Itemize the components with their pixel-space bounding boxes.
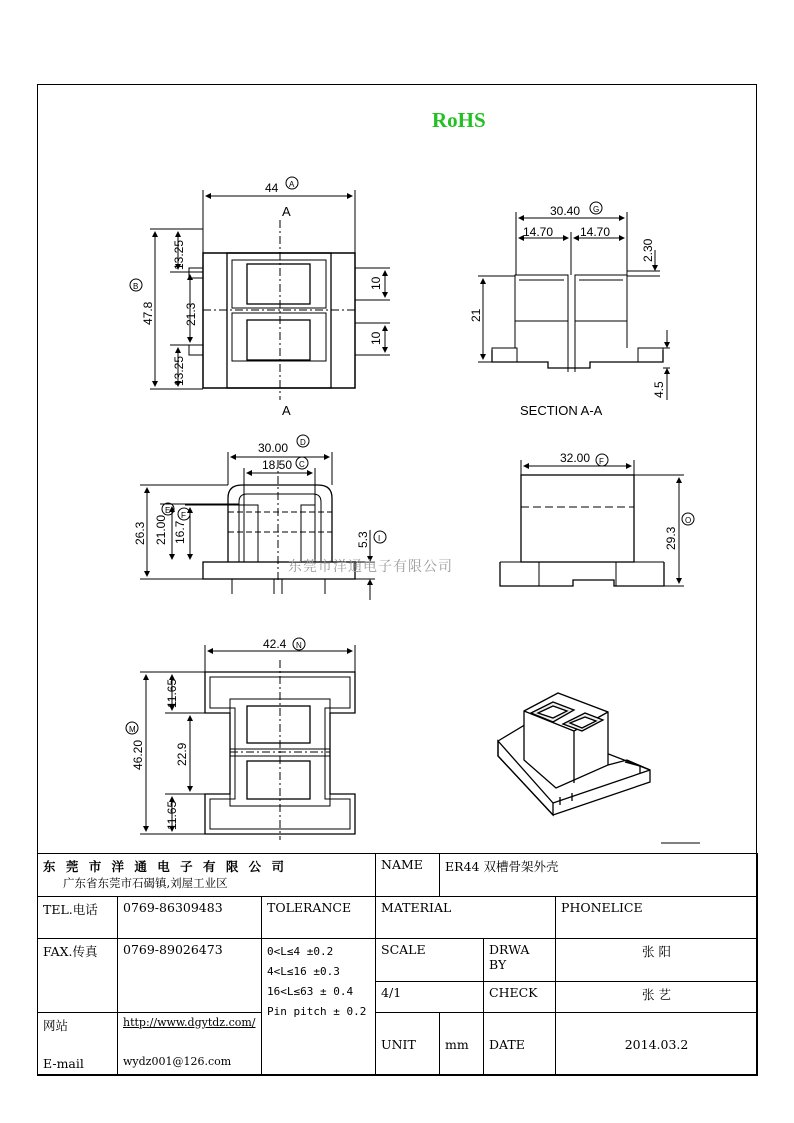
title-block (37, 853, 758, 1076)
side-dim-width: 32.00 (560, 451, 591, 465)
bottom-dim-height: 46.20 (131, 739, 145, 770)
isometric-view (498, 693, 700, 843)
section-dim-left: 14.70 (523, 225, 554, 239)
side-dim-width-tag: F (599, 457, 604, 466)
drawn-label: DRWA BY (484, 939, 556, 982)
front-dim-base-tag: I (378, 534, 381, 543)
fax-value: 0769-89026473 (118, 939, 262, 1013)
top-dim-mid: 21.3 (184, 302, 198, 326)
front-dim-width: 30.00 (258, 441, 289, 455)
check-label: CHECK (484, 982, 556, 1013)
company-address: 广东省东莞市石碣镇,刘屋工业区 (63, 876, 228, 890)
bottom-dim-mid: 22.9 (175, 742, 189, 766)
bottom-dim-bottom: 11.65 (165, 800, 179, 830)
email-label: E-mail (43, 1056, 84, 1071)
scale-label: SCALE (376, 939, 484, 982)
front-dim-total-h: 26.3 (133, 521, 147, 545)
side-dim-height: 29.3 (664, 526, 678, 550)
top-view (130, 177, 390, 400)
watermark: 东莞市洋通电子有限公司 (288, 559, 453, 575)
front-dim-inner: 18.50 (262, 458, 293, 472)
front-dim-inner-h: 16.7 (173, 520, 187, 544)
top-dim-height: 47.8 (141, 301, 155, 325)
section-dim-total: 30.40 (550, 204, 581, 218)
section-dim-height: 21 (469, 308, 483, 322)
email-value[interactable]: wydz001@126.com (123, 1055, 232, 1068)
tel-label: TEL.电话 (38, 897, 118, 939)
web-label: 网站 (43, 1018, 69, 1033)
rohs-label: RoHS (432, 108, 486, 132)
top-dim-width: 44 (265, 181, 279, 195)
tolerance-value: 0<L≤4 ±0.2 4<L≤16 ±0.3 16<L≤63 ± 0.4 Pin pitch ± 0.2 (262, 939, 376, 1076)
front-dim-inner-h-tag: F (181, 511, 186, 520)
front-dim-base: 5.3 (356, 531, 370, 548)
fax-label: FAX.传真 (38, 939, 118, 1013)
section-caption: SECTION A-A (520, 403, 603, 418)
bottom-dim-height-tag: M (129, 725, 136, 734)
unit-value: mm (440, 1013, 484, 1076)
section-mark-bottom: A (282, 403, 291, 418)
company-name: 东 莞 市 洋 通 电 子 有 限 公 司 (43, 859, 288, 874)
top-dim-slot2: 10 (369, 331, 383, 345)
company-cell (38, 854, 376, 897)
drawn-value: 张 阳 (556, 939, 758, 982)
front-dim-body-tag: E (165, 506, 171, 515)
bottom-dim-top: 11.65 (165, 678, 179, 708)
side-view (500, 454, 694, 586)
material-label: MATERIAL (376, 897, 556, 939)
tel-value: 0769-86309483 (118, 897, 262, 939)
section-view (478, 202, 670, 400)
unit-label: UNIT (376, 1013, 440, 1076)
section-dim-wall: 2.30 (641, 238, 655, 262)
web-email-labels (38, 1013, 118, 1076)
top-dim-bottom: 13.25 (172, 355, 186, 386)
section-mark-top: A (282, 204, 291, 219)
top-dim-width-tag: A (289, 180, 295, 189)
bottom-dim-width-tag: N (296, 641, 302, 650)
top-dim-slot1: 10 (369, 276, 383, 290)
name-label: NAME (376, 854, 440, 897)
bottom-view (126, 638, 355, 840)
front-dim-inner-tag: C (299, 460, 305, 469)
material-value: PHONELICE (556, 897, 758, 939)
front-dim-body-h: 21.00 (154, 514, 168, 545)
section-dim-total-tag: G (593, 205, 600, 214)
top-dim-top: 13.25 (172, 239, 186, 270)
side-dim-height-tag: O (685, 516, 692, 525)
tolerance-label: TOLERANCE (262, 897, 376, 939)
bottom-dim-width: 42.4 (263, 637, 287, 651)
date-label: DATE (484, 1013, 556, 1076)
section-dim-right: 14.70 (580, 225, 611, 239)
scale-value: 4/1 (376, 982, 484, 1013)
front-dim-width-tag: D (300, 438, 306, 447)
web-email-values (118, 1013, 262, 1076)
check-value: 张 艺 (556, 982, 758, 1013)
section-dim-base: 4.5 (652, 381, 666, 398)
name-value: ER44 双槽骨架外壳 (440, 854, 758, 897)
web-link[interactable]: http://www.dgytdz.com/ (123, 1016, 256, 1029)
top-dim-height-tag: B (133, 282, 139, 291)
date-value: 2014.03.2 (556, 1013, 758, 1076)
